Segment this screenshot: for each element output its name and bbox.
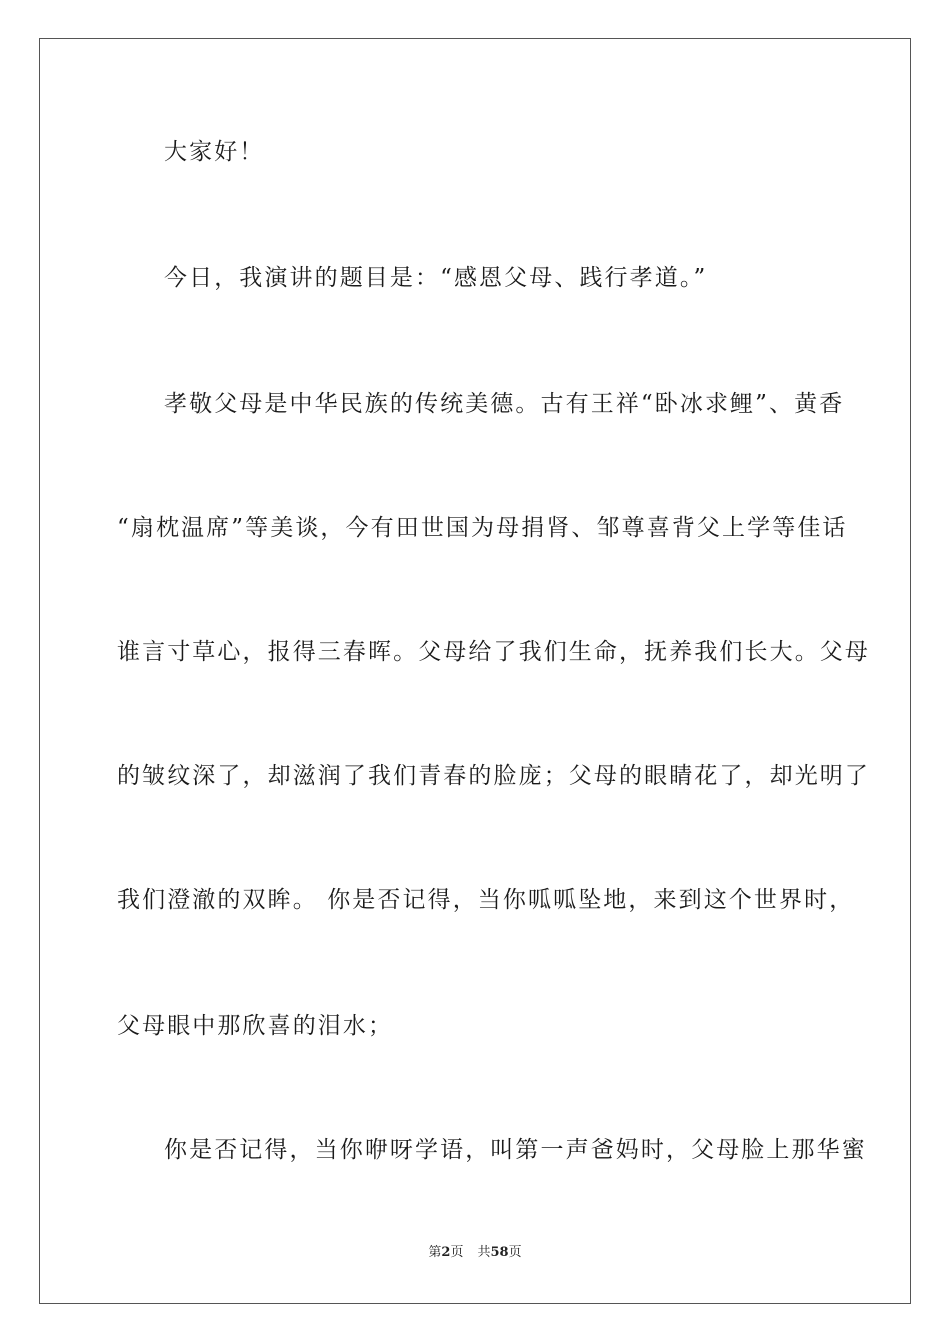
footer-page-prefix: 第	[428, 1245, 442, 1260]
paragraph-line-4: “扇枕温席”等美谈，今有田世国为母捐肾、邹尊喜背父上学等佳话	[117, 515, 848, 541]
paragraph-line-3: 孝敬父母是中华民族的传统美德。古有王祥“卧冰求鲤”、黄香	[164, 391, 845, 417]
footer-total-number: 58	[490, 1245, 509, 1260]
footer-total-prefix: 共	[477, 1245, 491, 1260]
paragraph-line-greeting: 大家好！	[164, 139, 265, 165]
paragraph-line-8: 父母眼中那欣喜的泪水；	[117, 1013, 394, 1039]
page-border	[39, 38, 911, 1304]
paragraph-line-topic: 今日，我演讲的题目是：“感恩父母、践行孝道。”	[164, 265, 708, 291]
paragraph-line-6: 的皱纹深了，却滋润了我们青春的脸庞；父母的眼睛花了，却光明了	[117, 763, 870, 789]
paragraph-line-9: 你是否记得，当你咿呀学语，叫第一声爸妈时，父母脸上那华蜜	[164, 1137, 867, 1163]
paragraph-line-7: 我们澄澈的双眸。 你是否记得，当你呱呱坠地，来到这个世界时，	[117, 887, 855, 913]
footer-page-number: 2	[441, 1245, 451, 1260]
paragraph-line-5: 谁言寸草心，报得三春晖。父母给了我们生命，抚养我们长大。父母	[117, 639, 870, 665]
footer-total-suffix: 页	[508, 1245, 522, 1260]
footer-page-suffix: 页	[450, 1245, 464, 1260]
page-footer	[0, 1245, 950, 1261]
